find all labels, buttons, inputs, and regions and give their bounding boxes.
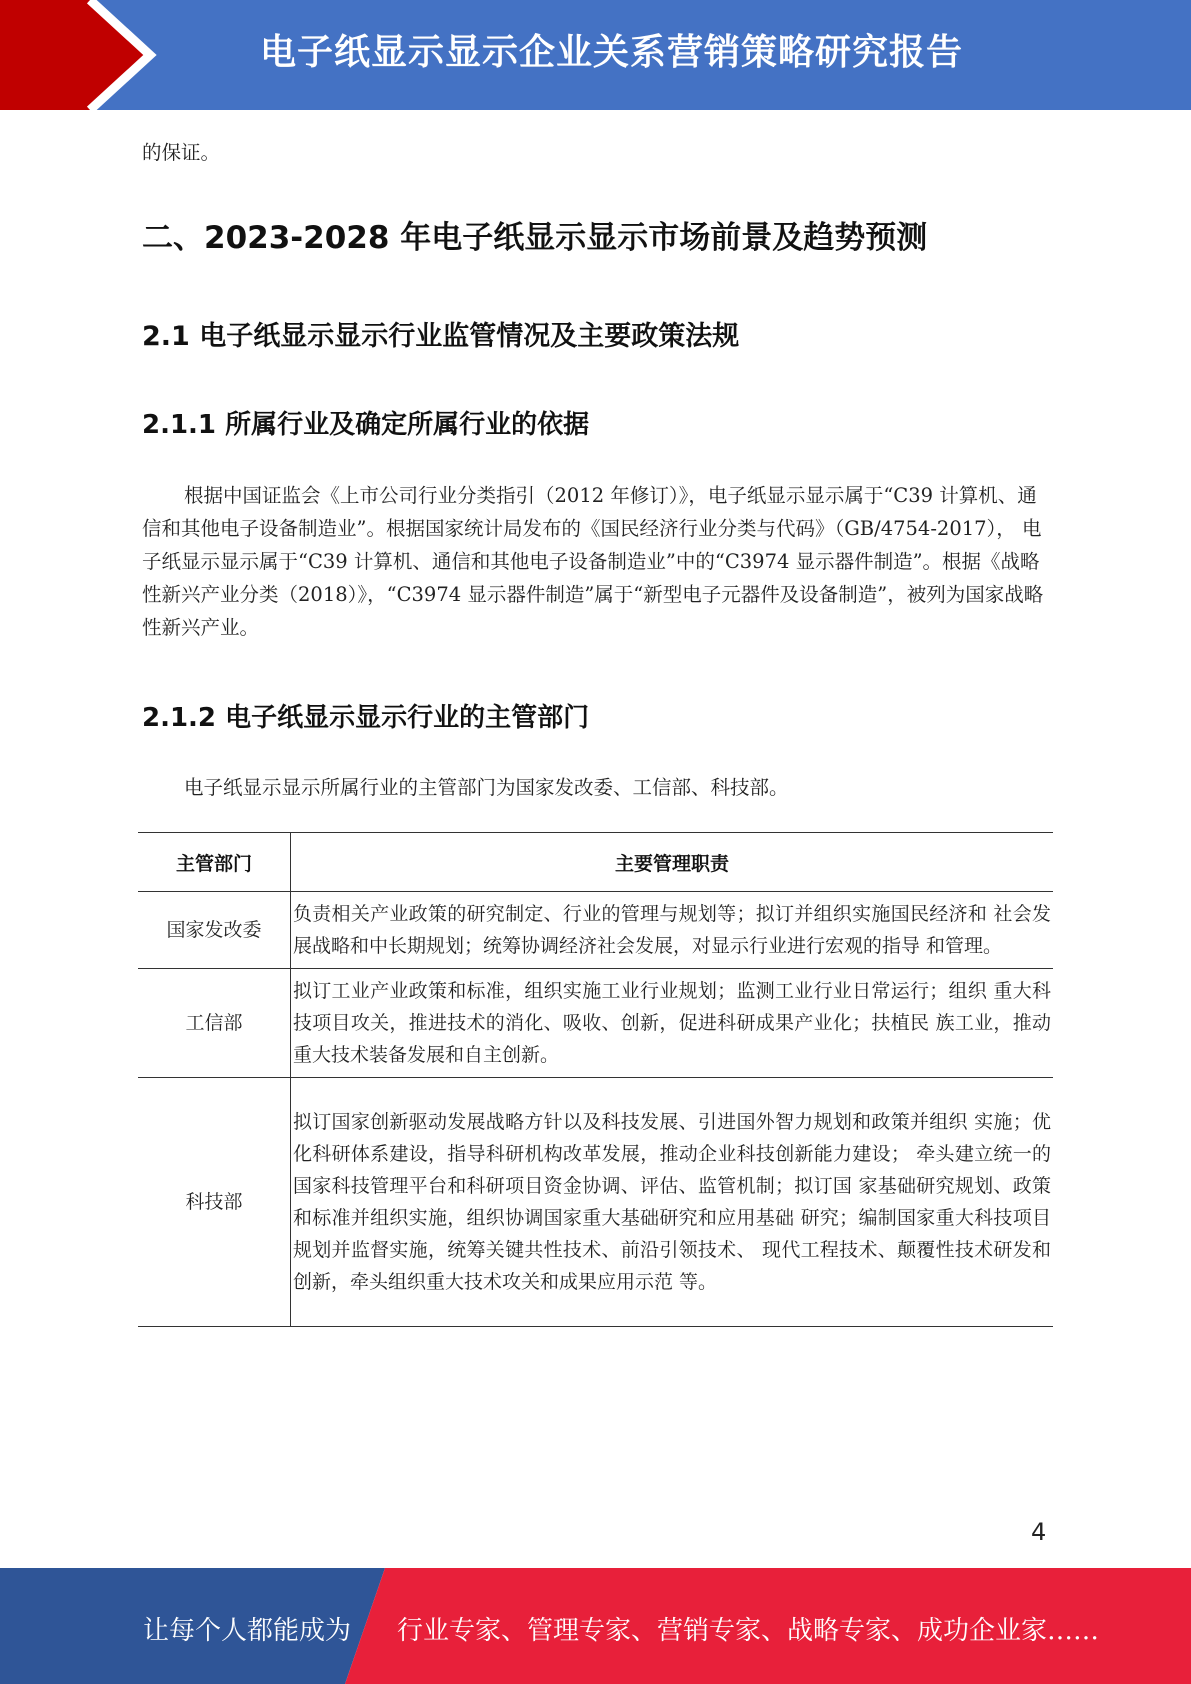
column-header-duty: 主要管理职责 [291,833,1054,892]
duty-cell: 负责相关产业政策的研究制定、行业的管理与规划等；拟订并组织实施国民经济和 社会发展战略和中长期规划；统筹协调经济社会发展，对显示行业进行宏观的指导 和管理。 [291,892,1054,969]
column-header-dept: 主管部门 [138,833,291,892]
page-header [0,0,1191,110]
table-header-row [138,833,1053,892]
footer-slogan-right: 行业专家、管理专家、营销专家、战略专家、成功企业家…… [397,1616,1100,1646]
report-title: 电子纸显示显示企业关系营销策略研究报告 [260,32,964,73]
duty-cell: 拟订工业产业政策和标准，组织实施工业行业规划；监测工业行业日常运行；组织 重大科技项目攻关，推进技术的消化、吸收、创新，促进科研成果产业化；扶植民 族工业，推动重大技术装备发展和自主创新。 [291,969,1054,1078]
page-number: 4 [1031,1518,1047,1546]
table-row [138,1078,1053,1327]
dept-cell: 工信部 [138,969,291,1078]
subsection-heading-2-1-2: 2.1.2 电子纸显示显示行业的主管部门 [142,703,590,733]
duty-cell: 拟订国家创新驱动发展战略方针以及科技发展、引进国外智力规划和政策并组织 实施；优化科研体系建设，指导科研机构改革发展，推动企业科技创新能力建设； 牵头建立统一的国家科技管理平台和科研项目资金协调、评估、监管机制；拟订国 家基础研究规划、政策和标准并组织实施，组织协调国家重大基础研究和应用基础 研究；编制国家重大科技项目规划并监督实施，统筹关键共性技术、前沿引领技术、 现代工程技术、颠覆性技术研发和创新，牵头组织重大技术攻关和成果应用示范 等。 [291,1078,1054,1327]
table-row [138,969,1053,1078]
header-arrow-decoration [0,0,260,110]
dept-cell: 科技部 [138,1078,291,1327]
industry-basis-paragraph: 根据中国证监会《上市公司行业分类指引（2012 年修订）》，电子纸显示显示属于“C39 计算机、通信和其他电子设备制造业”。根据国家统计局发布的《国民经济行业分类与代码》（GB/4754-2017）， 电子纸显示显示属于“C39 计算机、通信和其他电子设备制造业”中的“C3974 显示器件制造”。根据《战略性新兴产业分类（2018）》，“C3974 显示器件制造”属于“新型电子元器件及设备制造”，被列为国家战略性新兴产业。 [142,484,1044,639]
paragraph-fragment: 的保证。 [142,141,221,164]
section-heading: 二、2023-2028 年电子纸显示显示市场前景及趋势预测 [142,220,928,256]
table-row [138,892,1053,969]
footer-slogan-left: 让每个人都能成为 [143,1616,352,1646]
subsection-heading-2-1: 2.1 电子纸显示显示行业监管情况及主要政策法规 [142,321,740,352]
authority-paragraph: 电子纸显示显示所属行业的主管部门为国家发改委、工信部、科技部。 [184,776,789,799]
dept-cell: 国家发改委 [138,892,291,969]
subsection-heading-2-1-1: 2.1.1 所属行业及确定所属行业的依据 [142,410,590,440]
authority-table [138,832,1053,1327]
